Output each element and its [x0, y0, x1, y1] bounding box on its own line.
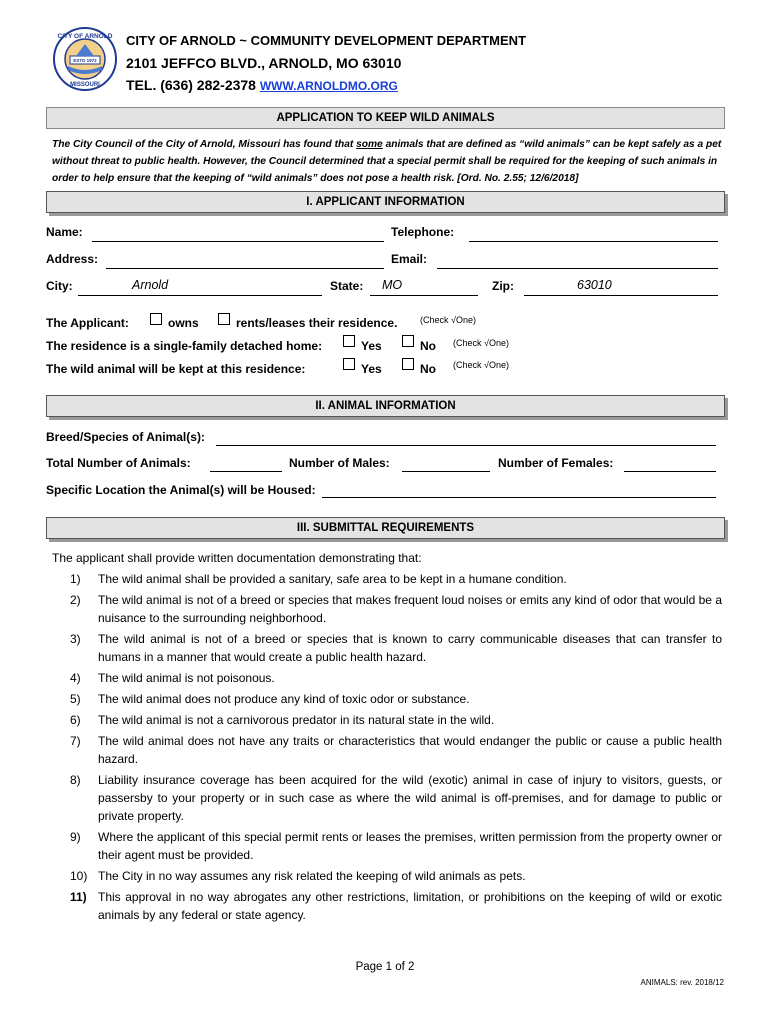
seal-top-text: CITY OF ARNOLD	[57, 33, 113, 40]
total-animals-label: Total Number of Animals:	[46, 456, 191, 470]
requirement-number: 11)	[70, 890, 87, 904]
requirement-text: The wild animal is not of a breed or species that makes frequent loud noises or emits any kind of odor that would be a nuisance to the surrounding neighborhood.	[98, 593, 722, 625]
total-animals-field[interactable]	[210, 458, 282, 472]
requirement-item	[52, 828, 722, 864]
zip-value: 63010	[577, 278, 612, 292]
requirement-text: The wild animal is not of a breed or species that is known to carry communicable diseases that can transfer to humans in a manner that would create a public health hazard.	[98, 632, 722, 664]
requirement-text: The wild animal is not poisonous.	[98, 671, 275, 685]
department-address: 2101 JEFFCO BLVD., ARNOLD, MO 63010	[126, 55, 402, 71]
requirement-number: 9)	[70, 830, 81, 844]
name-field[interactable]	[92, 228, 384, 242]
requirement-text: The wild animal does not produce any kind of toxic odor or substance.	[98, 692, 470, 706]
name-label: Name:	[46, 225, 83, 239]
check-one-note: (Check √One)	[453, 360, 509, 370]
telephone-label: Telephone:	[391, 225, 455, 239]
requirement-number: 8)	[70, 773, 81, 787]
requirement-item	[52, 690, 722, 708]
requirement-item	[52, 669, 722, 687]
website-link[interactable]: WWW.ARNOLDMO.ORG	[259, 79, 398, 93]
owns-checkbox[interactable]	[150, 313, 162, 325]
city-label: City:	[46, 279, 73, 293]
breed-field[interactable]	[216, 432, 716, 446]
submittal-requirements	[52, 549, 722, 927]
kept-yes-checkbox[interactable]	[343, 358, 355, 370]
revision-note: ANIMALS: rev. 2018/12	[640, 978, 724, 987]
city-value: Arnold	[132, 278, 169, 292]
requirement-item	[52, 591, 722, 627]
department-contact	[126, 74, 526, 97]
requirement-text: Liability insurance coverage has been acquired for the wild (exotic) animal in case of injury to visitors, guests, or passersby to your property or in such case as where the wild animal is off-premises, and for damage to public or private property.	[98, 773, 722, 823]
kept-yes-label: Yes	[361, 362, 382, 376]
email-field[interactable]	[437, 255, 718, 269]
section-applicant-information-header: I. APPLICANT INFORMATION	[46, 191, 725, 213]
department-telephone: TEL. (636) 282-2378	[126, 77, 256, 93]
zip-label: Zip:	[492, 279, 514, 293]
requirements-lead: The applicant shall provide written documentation demonstrating that:	[52, 551, 422, 565]
requirement-number: 3)	[70, 632, 81, 646]
rents-label: rents/leases their residence.	[236, 316, 398, 330]
rents-checkbox[interactable]	[218, 313, 230, 325]
address-field[interactable]	[106, 255, 384, 269]
seal-bottom-text: MISSOURI	[70, 82, 100, 88]
intro-underlined-word: some	[356, 139, 383, 150]
intro-text-after: animals that are defined as “wild animals” can be kept safely as a pet without threat to public health. However, the Council determined that a special permit shall be required for the keeping of such animals in order to help ensure that the keeping of “wild animals” does not pose a health risk. [Ord. No. 2.55; 12/6/2018]	[52, 139, 722, 184]
requirement-item	[52, 570, 722, 588]
requirement-item	[52, 867, 722, 885]
females-label: Number of Females:	[498, 456, 614, 470]
zip-field[interactable]	[524, 282, 718, 296]
requirement-text: This approval in no way abrogates any other restrictions, limitation, or prohibitions on the keeping of wild or exotic animals by any federal or state agency.	[98, 890, 722, 922]
housing-location-field[interactable]	[322, 484, 716, 498]
address-label: Address:	[46, 252, 99, 266]
residence-type-label: The residence is a single-family detached home:	[46, 339, 323, 353]
requirement-item	[52, 732, 722, 768]
state-label: State:	[330, 279, 364, 293]
intro-paragraph	[52, 136, 722, 187]
requirement-text: The wild animal shall be provided a sanitary, safe area to be kept in a humane condition.	[98, 572, 567, 586]
check-one-note: (Check √One)	[420, 315, 476, 325]
section-animal-information-header: II. ANIMAL INFORMATION	[46, 395, 725, 417]
requirement-item	[52, 771, 722, 825]
requirement-text: The wild animal does not have any traits or characteristics that would endanger the public or cause a public health hazard.	[98, 734, 722, 766]
kept-no-label: No	[420, 362, 436, 376]
residence-no-checkbox[interactable]	[402, 335, 414, 347]
department-header	[126, 30, 526, 97]
requirement-number: 7)	[70, 734, 81, 748]
requirement-number: 4)	[70, 671, 81, 685]
city-field[interactable]	[78, 282, 322, 296]
telephone-field[interactable]	[469, 228, 718, 242]
residence-yes-label: Yes	[361, 339, 382, 353]
section-submittal-requirements-header: III. SUBMITTAL REQUIREMENTS	[46, 517, 725, 539]
requirement-text: The City in no way assumes any risk related the keeping of wild animals as pets.	[98, 869, 526, 883]
city-seal-logo	[52, 26, 118, 92]
requirement-number: 5)	[70, 692, 81, 706]
owns-label: owns	[168, 316, 199, 330]
requirement-item	[52, 711, 722, 729]
requirement-number: 6)	[70, 713, 81, 727]
housing-location-label: Specific Location the Animal(s) will be Housed:	[46, 483, 316, 497]
requirement-text: Where the applicant of this special permit rents or leases the premises, written permission from the property owner or their agent must be provided.	[98, 830, 722, 862]
applicant-label: The Applicant:	[46, 316, 129, 330]
requirement-number: 1)	[70, 572, 81, 586]
form-title: APPLICATION TO KEEP WILD ANIMALS	[46, 107, 725, 129]
page-number: Page 1 of 2	[355, 961, 415, 973]
requirement-number: 2)	[70, 593, 81, 607]
requirements-list	[52, 570, 722, 924]
seal-middle-text: ESTD 1972	[73, 58, 97, 63]
requirement-number: 10)	[70, 869, 88, 883]
females-field[interactable]	[624, 458, 716, 472]
breed-label: Breed/Species of Animal(s):	[46, 430, 205, 444]
state-value: MO	[382, 278, 403, 292]
kept-no-checkbox[interactable]	[402, 358, 414, 370]
males-field[interactable]	[402, 458, 490, 472]
residence-no-label: No	[420, 339, 436, 353]
requirement-item	[52, 888, 722, 924]
department-name: CITY OF ARNOLD ~ COMMUNITY DEVELOPMENT DEPARTMENT	[126, 33, 527, 48]
kept-at-residence-label: The wild animal will be kept at this residence:	[46, 362, 306, 376]
requirement-item	[52, 630, 722, 666]
email-label: Email:	[391, 252, 428, 266]
males-label: Number of Males:	[289, 456, 390, 470]
requirement-text: The wild animal is not a carnivorous predator in its natural state in the wild.	[98, 713, 495, 727]
check-one-note: (Check √One)	[453, 338, 509, 348]
intro-text-before: The City Council of the City of Arnold, Missouri has found that	[52, 139, 357, 150]
residence-yes-checkbox[interactable]	[343, 335, 355, 347]
